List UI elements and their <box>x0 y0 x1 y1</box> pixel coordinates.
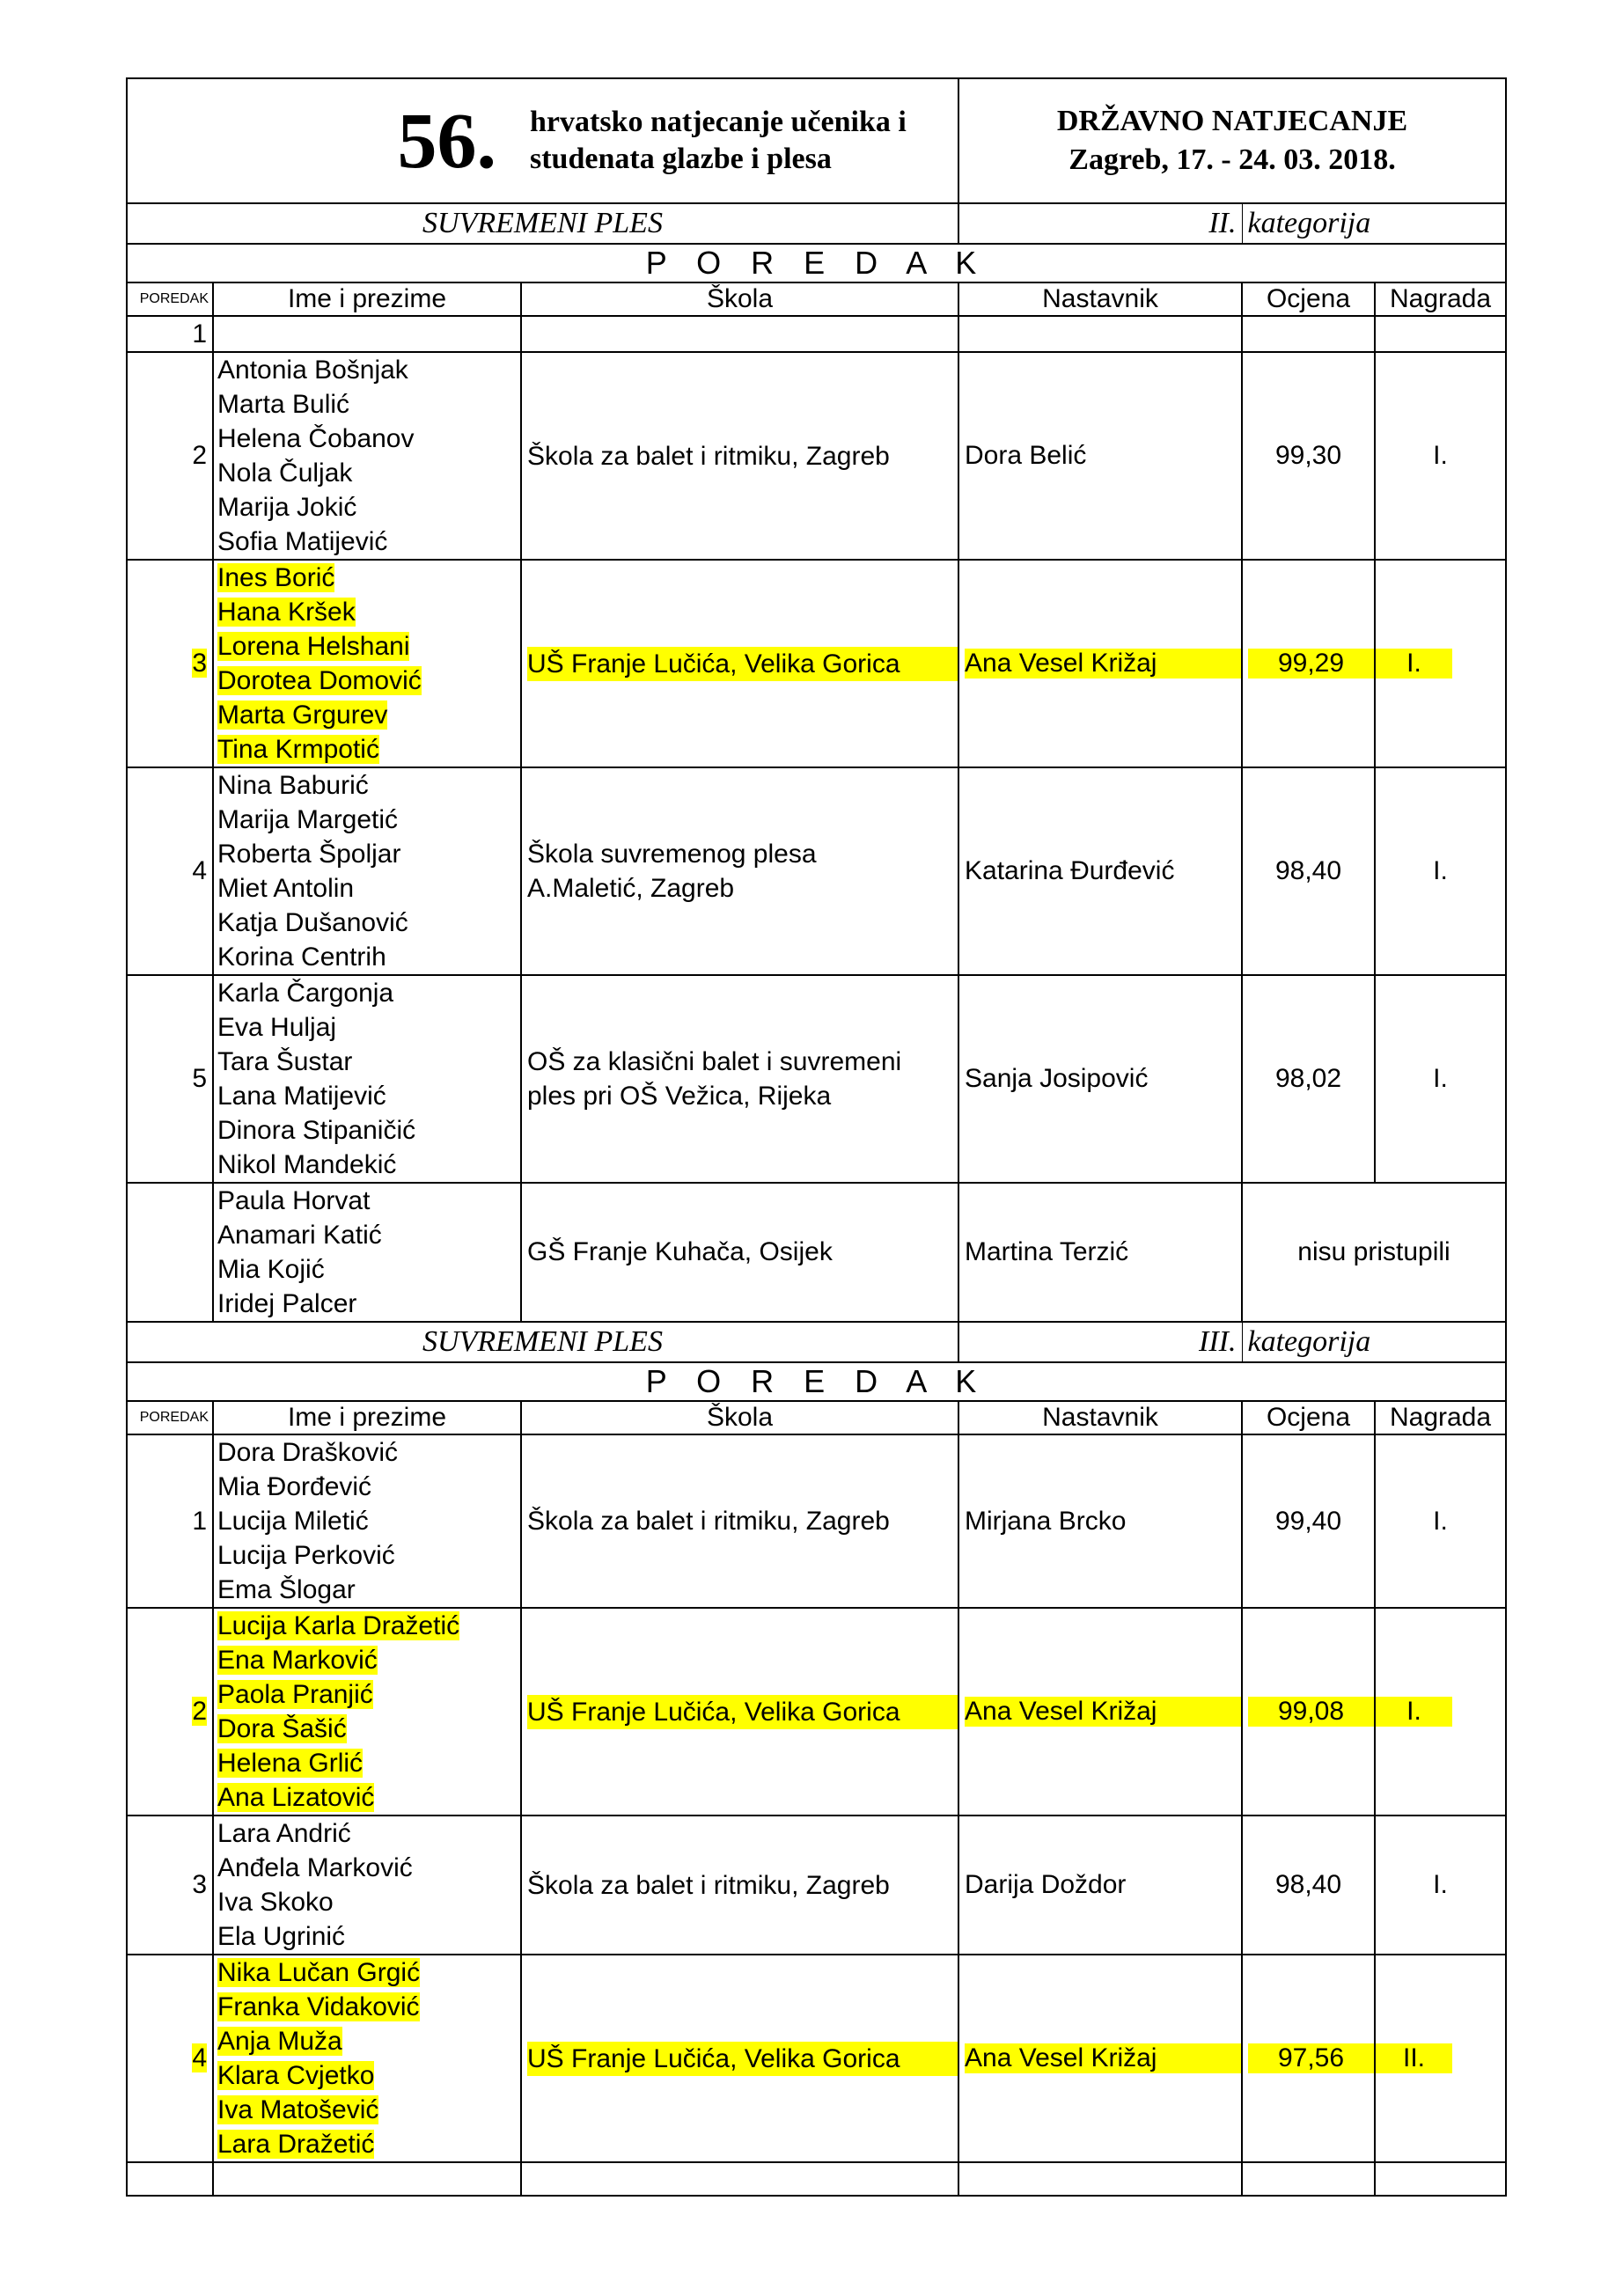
student-name: Anamari Katić <box>217 1221 382 1250</box>
student-name <box>217 1470 515 1504</box>
rank-cell <box>127 1816 213 1955</box>
student-name-text: Lana Matijević <box>217 1082 386 1111</box>
student-name-text: Ema Šlogar <box>217 1575 356 1604</box>
teacher-cell <box>958 1955 1242 2162</box>
student-name-text: Antonia Bošnjak <box>217 356 408 385</box>
school-line <box>527 1695 958 1729</box>
rank-value: 5 <box>192 1064 207 1093</box>
rank-value: 1 <box>192 1506 207 1536</box>
table-row <box>127 560 1506 767</box>
student-name <box>217 732 515 767</box>
col-rank-header: POREDAK <box>127 1401 213 1434</box>
student-name-text: Lucija Perković <box>217 1541 395 1570</box>
student-name <box>217 1609 515 1643</box>
student-name <box>217 1079 515 1113</box>
teacher-cell: Martina Terzić <box>958 1183 1242 1322</box>
school-text: UŠ Franje Lučića, Velika Gorica <box>527 1695 958 1729</box>
student-name <box>217 837 515 871</box>
student-name <box>217 1816 515 1851</box>
school-line <box>527 439 952 473</box>
student-name <box>217 1435 515 1470</box>
rank-cell <box>127 316 213 352</box>
rank-cell <box>127 1434 213 1608</box>
student-name-text: Dora Šašić <box>217 1714 347 1743</box>
grade-cell <box>1242 316 1375 352</box>
school-text: Škola za balet i ritmiku, Zagreb <box>527 441 890 471</box>
teacher-text: Ana Vesel Križaj <box>965 1697 1241 1727</box>
col-award-header: Nagrada <box>1375 1401 1506 1434</box>
edition-number: 56. <box>213 78 521 203</box>
student-name-text: Lucija Karla Dražetić <box>217 1611 460 1640</box>
rank-cell <box>127 1955 213 2162</box>
teacher-text: Mirjana Brcko <box>965 1506 1127 1536</box>
student-name-text: Roberta Špoljar <box>217 840 401 869</box>
student-name <box>217 940 515 974</box>
col-name-header: Ime i prezime <box>213 282 521 316</box>
student-name-text: Nika Lučan Grgić <box>217 1958 421 1987</box>
event-info <box>958 78 1506 203</box>
grade-text: 98,40 <box>1274 856 1342 885</box>
student-name-text: Nikol Mandekić <box>217 1150 397 1179</box>
category-row <box>127 203 1506 244</box>
col-award-header: Nagrada <box>1375 282 1506 316</box>
student-name-text: Iva Skoko <box>217 1888 334 1917</box>
column-header-row <box>127 282 1506 316</box>
grade-cell <box>1242 1816 1375 1955</box>
category-number: III. <box>958 1322 1242 1362</box>
student-name-text: Sofia Matijević <box>217 527 388 556</box>
col-grade-header: Ocjena <box>1242 1401 1375 1434</box>
table-row <box>127 1816 1506 1955</box>
student-name-text: Ana Lizatović <box>217 1783 375 1812</box>
names-cell <box>213 1183 521 1322</box>
student-name-text: Nina Baburić <box>217 771 369 800</box>
grade-text: 99,08 <box>1248 1697 1374 1727</box>
award-cell <box>1375 975 1506 1183</box>
student-name-text: Paola Pranjić <box>217 1680 373 1709</box>
grade-cell <box>1242 767 1375 975</box>
student-name-text: Lorena Helshani <box>217 632 410 661</box>
school-text: Škola suvremenog plesa <box>527 840 817 869</box>
grade-text: 99,30 <box>1274 441 1342 470</box>
student-name <box>217 1780 515 1815</box>
event-line2: Zagreb, 17. - 24. 03. 2018. <box>1069 143 1396 176</box>
teacher-cell <box>958 1816 1242 1955</box>
student-name-text: Klara Cvjetko <box>217 2061 375 2090</box>
student-name <box>217 1851 515 1885</box>
student-name <box>217 768 515 803</box>
student-name-text: Miet Antolin <box>217 874 355 903</box>
student-name-text: Dora Drašković <box>217 1438 399 1467</box>
table-row <box>127 1955 1506 2162</box>
poredak-row <box>127 244 1506 282</box>
rank-value: 4 <box>192 2043 207 2072</box>
table-row <box>127 1608 1506 1816</box>
school-line <box>527 647 958 681</box>
rank-value: 2 <box>192 441 207 470</box>
event-line1: DRŽAVNO NATJECANJE <box>1056 105 1408 137</box>
empty-row <box>127 2162 1506 2196</box>
student-name: Mia Kojić <box>217 1255 325 1284</box>
student-name-text: Helena Čobanov <box>217 424 415 453</box>
discipline-label: SUVREMENI PLES <box>127 1322 958 1362</box>
names-cell <box>213 560 521 767</box>
school-cell <box>521 1955 958 2162</box>
hdgpp-logo: HDGPP <box>198 86 213 201</box>
teacher-cell <box>958 1434 1242 1608</box>
student-name-text: Dorotea Domović <box>217 666 422 695</box>
rank-value: 4 <box>192 856 207 885</box>
grade-cell <box>1242 1434 1375 1608</box>
competition-title <box>521 78 958 203</box>
student-name <box>217 387 515 422</box>
table-row <box>127 352 1506 560</box>
student-name-text: Tara Šustar <box>217 1047 353 1076</box>
student-name <box>217 2058 515 2093</box>
names-cell <box>213 316 521 352</box>
rank-value: 2 <box>192 1697 207 1726</box>
student-name-text: Iva Matošević <box>217 2095 379 2124</box>
student-name <box>217 1113 515 1148</box>
student-name: Paula Horvat <box>217 1186 371 1215</box>
student-name-text: Marija Jokić <box>217 493 357 522</box>
grade-text: 99,29 <box>1248 649 1374 679</box>
award-text: I. <box>1433 1506 1448 1536</box>
student-name-text: Helena Grlić <box>217 1749 364 1778</box>
category-number: II. <box>958 203 1242 244</box>
teacher-cell <box>958 767 1242 975</box>
student-name <box>217 906 515 940</box>
rank-value: 3 <box>192 649 207 678</box>
rank-cell <box>127 1183 213 1322</box>
student-name <box>217 422 515 456</box>
student-name-text: Ines Borić <box>217 563 335 592</box>
grade-text: 99,40 <box>1274 1506 1342 1536</box>
student-name <box>217 353 515 387</box>
discipline-label: SUVREMENI PLES <box>127 203 958 244</box>
student-name <box>217 2127 515 2161</box>
school-cell <box>521 767 958 975</box>
teacher-cell <box>958 560 1242 767</box>
student-name-text: Ena Marković <box>217 1646 378 1675</box>
names-cell <box>213 352 521 560</box>
student-name-text: Katja Dušanović <box>217 908 408 937</box>
student-name <box>217 698 515 732</box>
student-name <box>217 456 515 490</box>
student-name <box>217 1885 515 1919</box>
student-name-text: Marta Grgurev <box>217 701 388 730</box>
student-name <box>217 561 515 595</box>
rank-cell <box>127 767 213 975</box>
school-cell <box>521 1608 958 1816</box>
student-name <box>217 524 515 559</box>
award-cell <box>1375 560 1506 767</box>
school-line <box>527 2042 958 2076</box>
results-table <box>126 77 1507 2197</box>
student-name-text: Eva Huljaj <box>217 1013 337 1042</box>
school-text: ples pri OŠ Vežica, Rijeka <box>527 1082 832 1111</box>
student-name-text: Dinora Stipaničić <box>217 1116 416 1145</box>
school-cell <box>521 1816 958 1955</box>
absent-row <box>127 1183 1506 1322</box>
teacher-cell <box>958 975 1242 1183</box>
title-line2: studenata glazbe i plesa <box>530 143 832 175</box>
school-line <box>527 1504 952 1538</box>
grade-cell <box>1242 1955 1375 2162</box>
school-line <box>527 1079 952 1113</box>
table-row <box>127 767 1506 975</box>
student-name-text: Karla Čargonja <box>217 979 394 1008</box>
student-name <box>217 1990 515 2024</box>
student-name <box>217 1573 515 1607</box>
names-cell <box>213 1434 521 1608</box>
col-school-header: Škola <box>521 282 958 316</box>
award-cell <box>1375 1434 1506 1608</box>
school-cell <box>521 316 958 352</box>
rank-value: 1 <box>192 319 207 348</box>
grade-cell <box>1242 975 1375 1183</box>
student-name-text: Marija Margetić <box>217 805 399 834</box>
award-text: II. <box>1376 2043 1452 2073</box>
rank-cell <box>127 352 213 560</box>
award-text: I. <box>1433 441 1448 470</box>
student-name <box>217 871 515 906</box>
student-name-text: Lucija Miletić <box>217 1507 369 1536</box>
names-cell <box>213 1816 521 1955</box>
names-cell <box>213 767 521 975</box>
grade-text: 98,02 <box>1274 1064 1342 1093</box>
student-name-text: Mia Đorđević <box>217 1472 372 1501</box>
student-name-text: Ela Ugrinić <box>217 1922 346 1951</box>
school-cell <box>521 560 958 767</box>
teacher-cell <box>958 1608 1242 1816</box>
poredak-row <box>127 1362 1506 1401</box>
school-cell <box>521 1434 958 1608</box>
empty-cell <box>958 2162 1242 2196</box>
student-name <box>217 1955 515 1990</box>
results-sheet <box>126 77 1505 2197</box>
school-cell <box>521 352 958 560</box>
award-text: I. <box>1376 1697 1452 1727</box>
student-name <box>217 1677 515 1712</box>
student-name-text: Nola Čuljak <box>217 458 353 488</box>
column-header-row <box>127 1401 1506 1434</box>
rank-cell <box>127 975 213 1183</box>
grade-cell <box>1242 1608 1375 1816</box>
school-text: UŠ Franje Lučića, Velika Gorica <box>527 647 958 681</box>
student-name <box>217 1746 515 1780</box>
student-name <box>217 1045 515 1079</box>
teacher-text: Dora Belić <box>965 441 1087 470</box>
category-word: kategorija <box>1242 203 1506 244</box>
school-line <box>527 1868 952 1903</box>
grade-cell <box>1242 352 1375 560</box>
empty-cell <box>127 2162 213 2196</box>
student-name-text: Korina Centrih <box>217 943 386 972</box>
names-cell <box>213 1955 521 2162</box>
col-name-header: Ime i prezime <box>213 1401 521 1434</box>
school-cell: GŠ Franje Kuhača, Osijek <box>521 1183 958 1322</box>
col-teacher-header: Nastavnik <box>958 1401 1242 1434</box>
names-cell <box>213 1608 521 1816</box>
student-name-text: Lara Andrić <box>217 1819 351 1848</box>
table-row <box>127 975 1506 1183</box>
student-name: Iridej Palcer <box>217 1289 357 1318</box>
empty-cell <box>1242 2162 1375 2196</box>
award-cell <box>1375 1955 1506 2162</box>
award-text: I. <box>1376 649 1452 679</box>
teacher-cell <box>958 352 1242 560</box>
school-text: Škola za balet i ritmiku, Zagreb <box>527 1507 890 1536</box>
empty-cell <box>521 2162 958 2196</box>
student-name <box>217 1919 515 1954</box>
empty-cell <box>213 2162 521 2196</box>
school-line <box>527 837 952 871</box>
table-row <box>127 1434 1506 1608</box>
grade-text: 97,56 <box>1248 2043 1374 2073</box>
student-name <box>217 976 515 1010</box>
student-name <box>217 803 515 837</box>
student-name-text: Tina Krmpotić <box>217 735 379 764</box>
school-text: UŠ Franje Lučića, Velika Gorica <box>527 2042 958 2076</box>
student-name <box>217 664 515 698</box>
student-name <box>217 2024 515 2058</box>
teacher-text: Sanja Josipović <box>965 1064 1149 1093</box>
student-name <box>217 1148 515 1182</box>
teacher-text: Darija Doždor <box>965 1870 1127 1899</box>
student-name-text: Anđela Marković <box>217 1853 413 1882</box>
teacher-text: Ana Vesel Križaj <box>965 2043 1241 2073</box>
col-grade-header: Ocjena <box>1242 282 1375 316</box>
empty-cell <box>1375 2162 1506 2196</box>
header-row <box>127 78 1506 203</box>
student-name-text: Hana Kršek <box>217 598 356 627</box>
award-cell <box>1375 352 1506 560</box>
logo-cell <box>127 78 300 203</box>
col-rank-header: POREDAK <box>127 282 213 316</box>
school-line <box>527 871 952 906</box>
student-name-text: Marta Bulić <box>217 390 350 419</box>
absent-note: nisu pristupili <box>1242 1183 1506 1322</box>
student-name <box>217 1504 515 1538</box>
award-cell <box>1375 1608 1506 1816</box>
award-cell <box>1375 767 1506 975</box>
table-row <box>127 316 1506 352</box>
school-text: OŠ za klasični balet i suvremeni <box>527 1047 902 1076</box>
rank-cell <box>127 1608 213 1816</box>
teacher-text: Ana Vesel Križaj <box>965 649 1241 679</box>
school-text: Škola za balet i ritmiku, Zagreb <box>527 1870 890 1900</box>
teacher-text: Katarina Đurđević <box>965 856 1175 885</box>
student-name <box>217 490 515 524</box>
award-cell <box>1375 1816 1506 1955</box>
school-cell <box>521 975 958 1183</box>
student-name <box>217 1538 515 1573</box>
award-text: I. <box>1433 856 1448 885</box>
title-line1: hrvatsko natjecanje učenika i <box>530 106 907 138</box>
poredak-label: P O R E D A K <box>127 244 1506 282</box>
award-text: I. <box>1433 1870 1448 1899</box>
rank-value: 3 <box>192 1870 207 1899</box>
award-text: I. <box>1433 1064 1448 1093</box>
poredak-label: P O R E D A K <box>127 1362 1506 1401</box>
student-name <box>217 629 515 664</box>
student-name <box>217 595 515 629</box>
category-row <box>127 1322 1506 1362</box>
col-school-header: Škola <box>521 1401 958 1434</box>
category-word: kategorija <box>1242 1322 1506 1362</box>
grade-text: 98,40 <box>1274 1870 1342 1899</box>
school-line <box>527 1045 952 1079</box>
student-name <box>217 2093 515 2127</box>
award-cell <box>1375 316 1506 352</box>
col-teacher-header: Nastavnik <box>958 282 1242 316</box>
student-name-text: Lara Dražetić <box>217 2130 375 2159</box>
student-name <box>217 1010 515 1045</box>
student-name <box>217 1712 515 1746</box>
teacher-cell <box>958 316 1242 352</box>
student-name-text: Franka Vidaković <box>217 1992 420 2021</box>
rank-cell <box>127 560 213 767</box>
school-text: A.Maletić, Zagreb <box>527 874 735 903</box>
names-cell <box>213 975 521 1183</box>
student-name <box>217 1643 515 1677</box>
student-name-text: Anja Muža <box>217 2027 342 2056</box>
grade-cell <box>1242 560 1375 767</box>
